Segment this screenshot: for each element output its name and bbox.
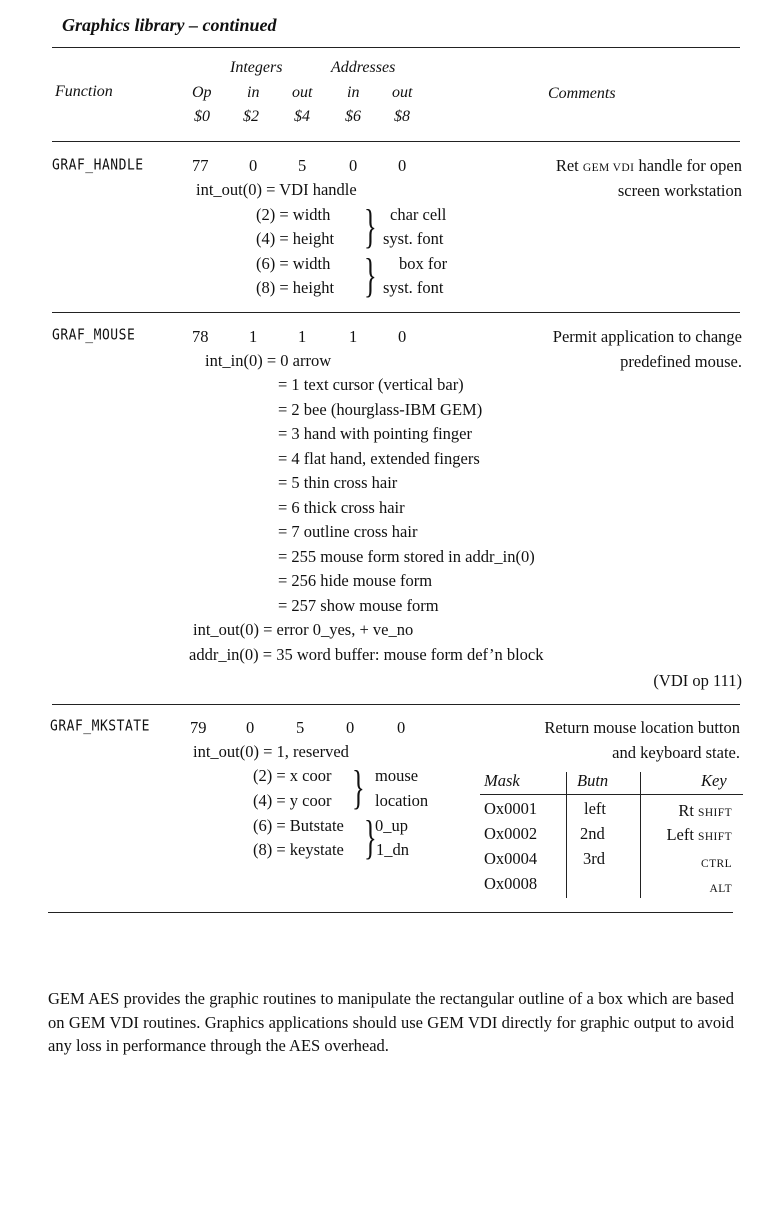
table-cell-butn: left	[584, 799, 606, 818]
addr-in-value: 0	[346, 718, 355, 737]
op-value: 79	[190, 718, 207, 737]
header-addresses: Addresses	[331, 59, 396, 76]
comment-line: Permit application to change	[552, 327, 742, 346]
table-header-key: Key	[701, 771, 727, 790]
mouse-form-value: = 5 thin cross hair	[278, 473, 398, 492]
header-op: Op	[192, 84, 212, 101]
return-line: (8) = keystate	[253, 840, 344, 859]
addr-out-value: 0	[397, 718, 406, 737]
table-cell-butn: 3rd	[583, 849, 605, 868]
brace-label: location	[375, 791, 429, 810]
header-int-in: in	[247, 84, 260, 101]
mouse-form-value: = 257 show mouse form	[278, 596, 439, 615]
function-name: GRAF_HANDLE	[52, 157, 144, 175]
key-text: Rt	[678, 801, 694, 820]
mouse-form-value: = 7 outline cross hair	[278, 522, 418, 541]
brace-label: 1_dn	[376, 840, 409, 859]
vdi-note: (VDI op 111)	[653, 671, 742, 690]
table-header-butn: Butn	[577, 771, 609, 790]
table-header-mask: Mask	[484, 771, 520, 790]
key-smallcaps: CTRL	[701, 858, 732, 870]
addr-out-value: 0	[398, 327, 407, 346]
op-value: 78	[192, 327, 209, 346]
function-name: GRAF_MKSTATE	[50, 718, 150, 736]
table-cell-mask: Ox0001	[484, 799, 538, 818]
comment-line: predefined mouse.	[620, 352, 742, 371]
title-rule	[52, 47, 740, 48]
table-cell-key	[710, 877, 733, 897]
header-function: Function	[55, 83, 113, 100]
key-text: Left	[666, 825, 694, 844]
comment-line: and keyboard state.	[612, 743, 740, 762]
return-line: (2) = x coor	[253, 766, 332, 785]
mouse-form-value: = 3 hand with pointing finger	[278, 424, 472, 443]
comment-line: screen workstation	[617, 181, 742, 200]
table-cell-mask: Ox0008	[484, 874, 538, 893]
header-reg-op: $0	[194, 108, 210, 125]
brace-icon: }	[364, 249, 377, 302]
mouse-form-value: = 256 hide mouse form	[278, 571, 433, 590]
brace-label: box for	[399, 254, 448, 273]
input-line: addr_in(0) = 35 word buffer: mouse form def’n block	[189, 645, 544, 664]
addr-in-value: 1	[349, 327, 358, 346]
table-cell-key	[701, 852, 732, 872]
return-line: int_out(0) = 1, reserved	[193, 742, 349, 761]
brace-icon: }	[352, 761, 365, 814]
comment-smallcaps: GEM VDI	[582, 162, 635, 174]
brace-icon: }	[364, 200, 377, 253]
comment-line: Return mouse location button	[544, 718, 740, 737]
return-line: (8) = height	[256, 278, 335, 297]
header-int-out: out	[292, 84, 313, 101]
function-name: GRAF_MOUSE	[52, 327, 136, 345]
addr-in-value: 0	[349, 156, 358, 175]
table-cell-key	[678, 801, 732, 821]
key-smallcaps: ALT	[709, 883, 732, 895]
table-cell-mask: Ox0004	[484, 849, 538, 868]
return-line: (4) = height	[256, 229, 335, 248]
brace-label: mouse	[375, 766, 419, 785]
entry-rule	[52, 312, 740, 313]
table-divider	[566, 772, 567, 898]
header-reg-int-out: $4	[294, 108, 310, 125]
int-out-value: 5	[296, 718, 305, 737]
op-value: 77	[192, 156, 209, 175]
mouse-form-value: = 1 text cursor (vertical bar)	[278, 375, 464, 394]
key-smallcaps: SHIFT	[698, 831, 732, 843]
header-integers: Integers	[230, 59, 283, 76]
int-in-value: 1	[249, 327, 258, 346]
table-cell-butn: 2nd	[580, 824, 605, 843]
table-cell-mask: Ox0002	[484, 824, 538, 843]
brace-icon: }	[364, 811, 377, 864]
mouse-form-value: = 6 thick cross hair	[278, 498, 405, 517]
int-out-value: 1	[298, 327, 307, 346]
return-line: (6) = width	[256, 254, 331, 273]
header-rule	[52, 141, 740, 142]
return-line: int_out(0) = error 0_yes, + ve_no	[193, 620, 414, 639]
int-in-value: 0	[246, 718, 255, 737]
table-bottom-rule	[48, 912, 733, 913]
return-line: (4) = y coor	[253, 791, 332, 810]
table-header-rule	[480, 794, 743, 795]
header-comments: Comments	[548, 85, 616, 102]
brace-label: syst. font	[383, 229, 444, 248]
mouse-form-value: = 4 flat hand, extended fingers	[278, 449, 480, 468]
input-line: int_in(0) = 0 arrow	[205, 351, 332, 370]
int-out-value: 5	[298, 156, 307, 175]
brace-label: 0_up	[375, 816, 408, 835]
comment-text: Ret	[555, 156, 579, 175]
table-cell-key	[666, 825, 732, 845]
mouse-form-value: = 255 mouse form stored in addr_in(0)	[278, 547, 535, 566]
header-reg-int-in: $2	[243, 108, 259, 125]
comment-line	[556, 156, 742, 176]
return-line: int_out(0) = VDI handle	[196, 180, 357, 199]
mouse-form-value: = 2 bee (hourglass-IBM GEM)	[278, 400, 483, 419]
return-line: (2) = width	[256, 205, 331, 224]
table-divider	[640, 772, 641, 898]
header-reg-addr-in: $6	[345, 108, 361, 125]
entry-rule	[52, 704, 740, 705]
page-title: Graphics library – continued	[62, 15, 277, 35]
key-smallcaps: SHIFT	[698, 807, 732, 819]
header-reg-addr-out: $8	[394, 108, 410, 125]
body-paragraph: GEM AES provides the graphic routines to manipulate the rectangular outline of a box which are based on GEM VDI routines. Graphics applications should use GEM VDI directly for graphic output to avoid any loss in performance through the AES overhead.	[48, 989, 734, 1055]
header-addr-out: out	[392, 84, 413, 101]
return-line: (6) = Butstate	[253, 816, 344, 835]
comment-text: handle for open	[638, 156, 742, 175]
addr-out-value: 0	[398, 156, 407, 175]
brace-label: char cell	[390, 205, 447, 224]
brace-label: syst. font	[383, 278, 444, 297]
header-addr-in: in	[347, 84, 360, 101]
int-in-value: 0	[249, 156, 258, 175]
